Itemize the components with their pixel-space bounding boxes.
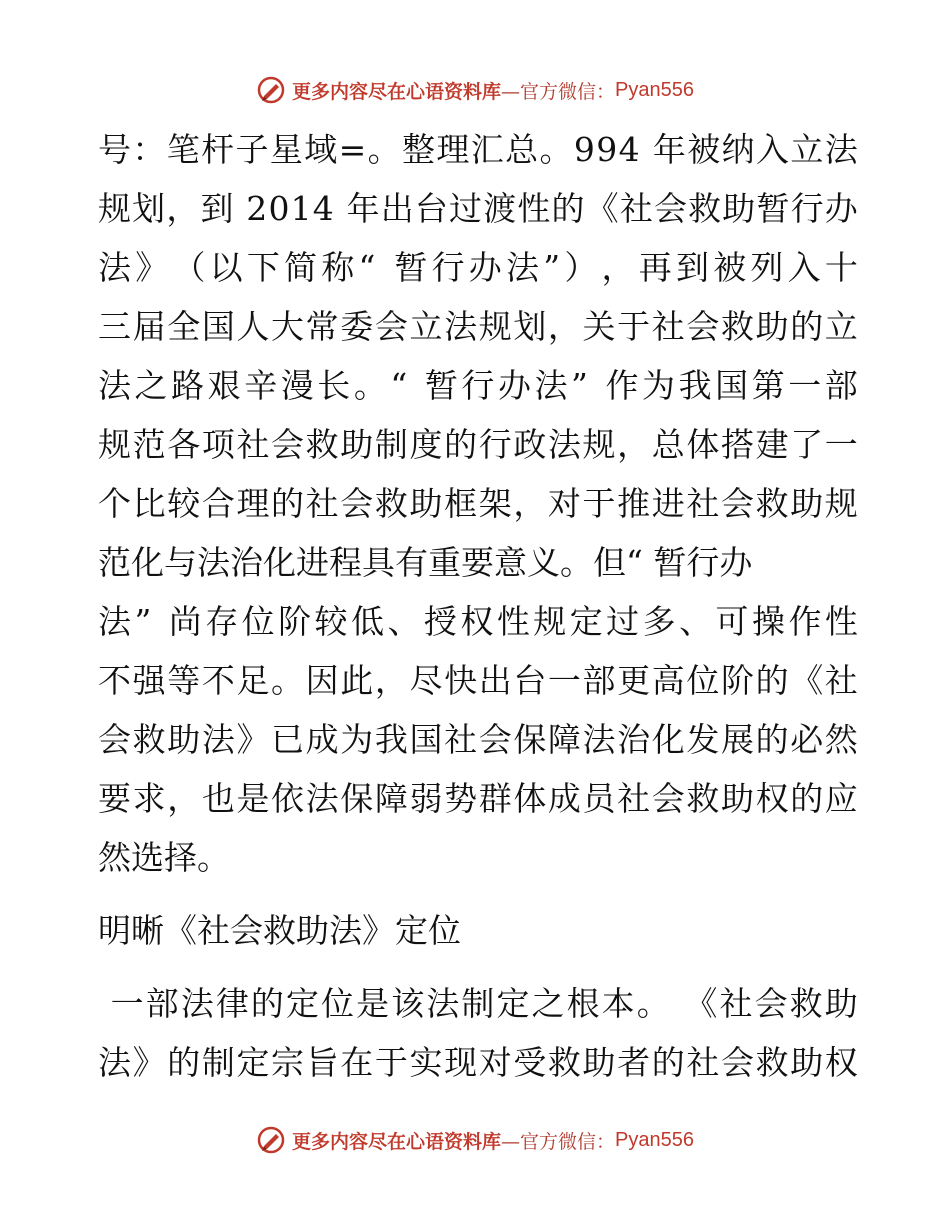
text-line: 规 划 ， 到 2 0 1 4 年 出 台 过 渡 性 的 《 社 会 救 助 暂 行 办 (98, 189, 858, 228)
text-line: 法 》 的 制 定 宗 旨 在 于 实 现 对 受 救 助 者 的 社 会 救 助 权 (98, 1043, 858, 1082)
paragraph (98, 974, 858, 1092)
text-line: 法 ” 尚 存 位 阶 较 低 、 授 权 性 规 定 过 多 、 可 操 作 性 (98, 602, 858, 641)
banner-main-text: 更多内容尽在心语资料库 (292, 80, 502, 103)
banner-sub-text: —官方微信： (501, 80, 616, 103)
heading-line: 明晰《社会救助法》定位 (98, 911, 461, 950)
header-watermark-banner (0, 70, 950, 110)
banner-wechat-id: Pyan556 (615, 78, 694, 101)
text-line: 一 部 法 律 的 定 位 是 该 法 制 定 之 根 本 。 《 社 会 救 助 (110, 984, 858, 1023)
text-line: 不 强 等 不 足 。 因 此 ， 尽 快 出 台 一 部 更 高 位 阶 的 《 社 (98, 661, 858, 700)
text-line: 会 救 助 法 》 已 成 为 我 国 社 会 保 障 法 治 化 发 展 的 必 然 (98, 720, 858, 759)
text-line: 规 范 各 项 社 会 救 助 制 度 的 行 政 法 规 ， 总 体 搭 建 了 一 (98, 425, 858, 464)
text-line: 要 求 ， 也 是 依 法 保 障 弱 势 群 体 成 员 社 会 救 助 权 的 应 (98, 779, 858, 818)
text-line: 三 届 全 国 人 大 常 委 会 立 法 规 划 ， 关 于 社 会 救 助 的 立 (98, 307, 858, 346)
paragraph (98, 120, 858, 887)
banner-main-text: 更多内容尽在心语资料库 (292, 1130, 502, 1153)
footer-watermark-banner (0, 1120, 950, 1160)
banner-sub-text: —官方微信： (501, 1130, 616, 1153)
pen-logo-icon (256, 75, 286, 105)
text-line: 法 之 路 艰 辛 漫 长 。 “ 暂 行 办 法 ” 作 为 我 国 第 一 部 (98, 366, 858, 405)
banner-wechat-id: Pyan556 (615, 1128, 694, 1151)
text-line: 然选择。 (98, 838, 230, 877)
document-body (98, 120, 858, 1092)
text-line: 范化与法治化进程具有重要意义。但“ 暂行办 (98, 543, 753, 582)
text-line: 法 》 （ 以 下 简 称 “ 暂 行 办 法 ” ） ， 再 到 被 列 入 十 (98, 248, 858, 287)
text-line: 个 比 较 合 理 的 社 会 救 助 框 架 ， 对 于 推 进 社 会 救 助 规 (98, 484, 858, 523)
text-line: 号 ： 笔 杆 子 星 域 = 。 整 理 汇 总 。 9 9 4 年 被 纳 入 立 法 (98, 130, 858, 169)
pen-logo-icon (256, 1125, 286, 1155)
section-heading (98, 901, 858, 960)
